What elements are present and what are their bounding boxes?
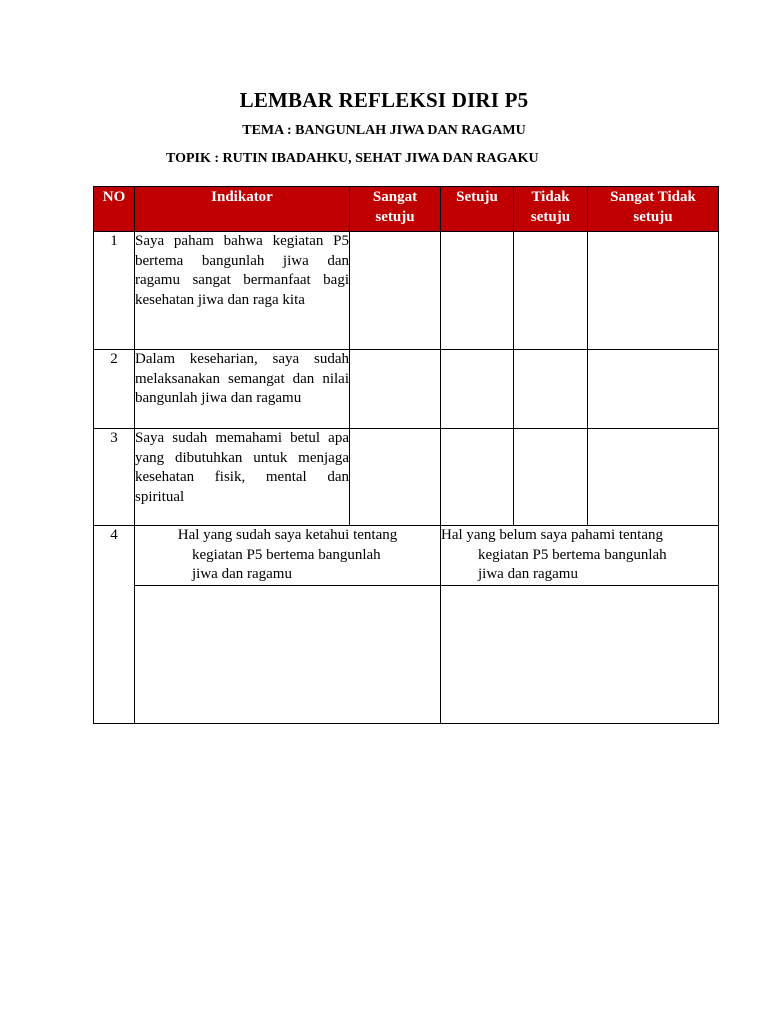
indicator-text: Dalam keseharian, saya sudah melaksanakan semangat dan nilai bangunlah jiwa dan ragamu [135, 350, 350, 429]
col-header-indikator: Indikator [135, 187, 350, 232]
rating-cell-tidak-setuju[interactable] [514, 350, 588, 429]
row-number: 3 [94, 429, 135, 526]
col-header-setuju: Setuju [441, 187, 514, 232]
rating-cell-tidak-setuju[interactable] [514, 232, 588, 350]
known-things-answer-area[interactable] [135, 585, 441, 723]
rating-cell-setuju[interactable] [441, 429, 514, 526]
rating-cell-sangat-setuju[interactable] [350, 429, 441, 526]
row-number: 4 [94, 526, 135, 724]
topic-subtitle: TOPIK : RUTIN IBADAHKU, SEHAT JIWA DAN RAGAKU [166, 151, 539, 166]
table-row [94, 429, 719, 526]
theme-subtitle: TEMA : BANGUNLAH JIWA DAN RAGAMU [242, 123, 526, 138]
row-number: 2 [94, 350, 135, 429]
col-header-no: NO [94, 187, 135, 232]
known-things-label: Hal yang sudah saya ketahui tentang kegiatan P5 bertema bangunlah jiwa dan ragamu [135, 526, 441, 586]
col-header-sangat-setuju: Sangat setuju [350, 187, 441, 232]
rating-cell-sangat-tidak-setuju[interactable] [588, 232, 719, 350]
indicator-text: Saya sudah memahami betul apa yang dibutuhkan untuk menjaga kesehatan fisik, mental dan spiritual [135, 429, 350, 526]
rating-cell-tidak-setuju[interactable] [514, 429, 588, 526]
page-title: LEMBAR REFLEKSI DIRI P5 [239, 88, 529, 112]
reflection-table [93, 186, 719, 724]
rating-cell-sangat-setuju[interactable] [350, 350, 441, 429]
rating-cell-setuju[interactable] [441, 350, 514, 429]
rating-cell-sangat-tidak-setuju[interactable] [588, 350, 719, 429]
col-header-sangat-tidak-setuju: Sangat Tidak setuju [588, 187, 719, 232]
table-row-4-answers [94, 585, 719, 723]
row-number: 1 [94, 232, 135, 350]
rating-cell-setuju[interactable] [441, 232, 514, 350]
unknown-things-answer-area[interactable] [441, 585, 719, 723]
rating-cell-sangat-tidak-setuju[interactable] [588, 429, 719, 526]
table-row [94, 350, 719, 429]
unknown-things-label: Hal yang belum saya pahami tentang kegiatan P5 bertema bangunlah jiwa dan ragamu [441, 526, 719, 586]
table-row [94, 232, 719, 350]
rating-cell-sangat-setuju[interactable] [350, 232, 441, 350]
col-header-tidak-setuju: Tidak setuju [514, 187, 588, 232]
indicator-text: Saya paham bahwa kegiatan P5 bertema bangunlah jiwa dan ragamu sangat bermanfaat bagi kesehatan jiwa dan raga kita [135, 232, 350, 350]
table-header-row [94, 187, 719, 232]
table-row-4-header [94, 526, 719, 586]
